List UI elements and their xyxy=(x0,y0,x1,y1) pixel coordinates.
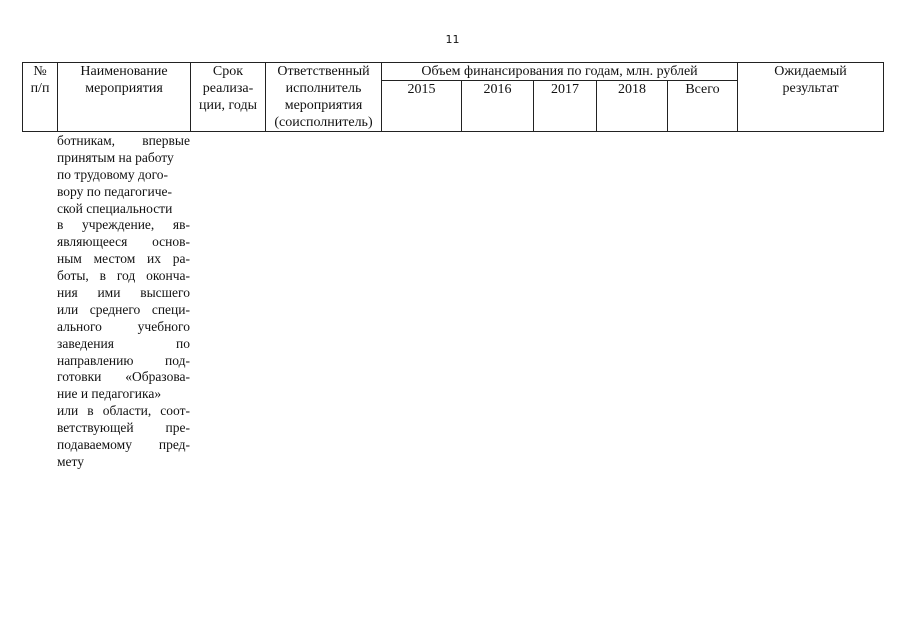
header-col-term: Срок реализа- ции, годы xyxy=(191,63,266,132)
program-table-header xyxy=(22,62,884,132)
continuation-line: вору по педагогиче- xyxy=(57,183,172,199)
header-total: Всего xyxy=(668,81,738,132)
continuation-line: ние и педагогика» xyxy=(57,386,162,402)
continuation-line: в учреждение, яв- xyxy=(57,217,190,233)
continuation-line: ской специальности xyxy=(57,200,173,216)
continuation-line: являющееся основ- xyxy=(57,234,190,250)
header-col-activity-name: Наименование мероприятия xyxy=(58,63,191,132)
header-col-number: № п/п xyxy=(23,63,58,132)
continuation-line: ботникам, впервые xyxy=(57,133,190,148)
activity-name-continuation xyxy=(57,133,190,471)
header-year-2018: 2018 xyxy=(597,81,668,132)
continuation-line: готовки «Образова- xyxy=(57,369,190,385)
continuation-line: подаваемому пред- xyxy=(57,437,190,453)
continuation-line: ным местом их ра- xyxy=(57,251,190,267)
header-col-responsible: Ответственный исполнитель мероприятия (соисполнитель) xyxy=(266,63,382,132)
continuation-line: принятым на работу xyxy=(57,149,174,165)
continuation-line: ния ими высшего xyxy=(57,285,190,301)
header-col-funding: Объем финансирования по годам, млн. рублей xyxy=(382,63,738,81)
continuation-line: мету xyxy=(57,453,85,469)
continuation-line: или в области, соот- xyxy=(57,403,190,419)
continuation-line: ального учебного xyxy=(57,318,190,334)
header-year-2016: 2016 xyxy=(462,81,534,132)
continuation-line: ветствующей пре- xyxy=(57,420,190,436)
continuation-line: боты, в год оконча- xyxy=(57,268,190,284)
header-year-2015: 2015 xyxy=(382,81,462,132)
continuation-line: по трудовому дого- xyxy=(57,166,169,182)
continuation-line: заведения по xyxy=(57,335,190,351)
page-number: 11 xyxy=(445,33,460,46)
continuation-line: или среднего специ- xyxy=(57,301,190,317)
header-year-2017: 2017 xyxy=(534,81,597,132)
header-col-expected-result: Ожидаемый результат xyxy=(738,63,884,132)
continuation-line: направлению под- xyxy=(57,352,190,368)
